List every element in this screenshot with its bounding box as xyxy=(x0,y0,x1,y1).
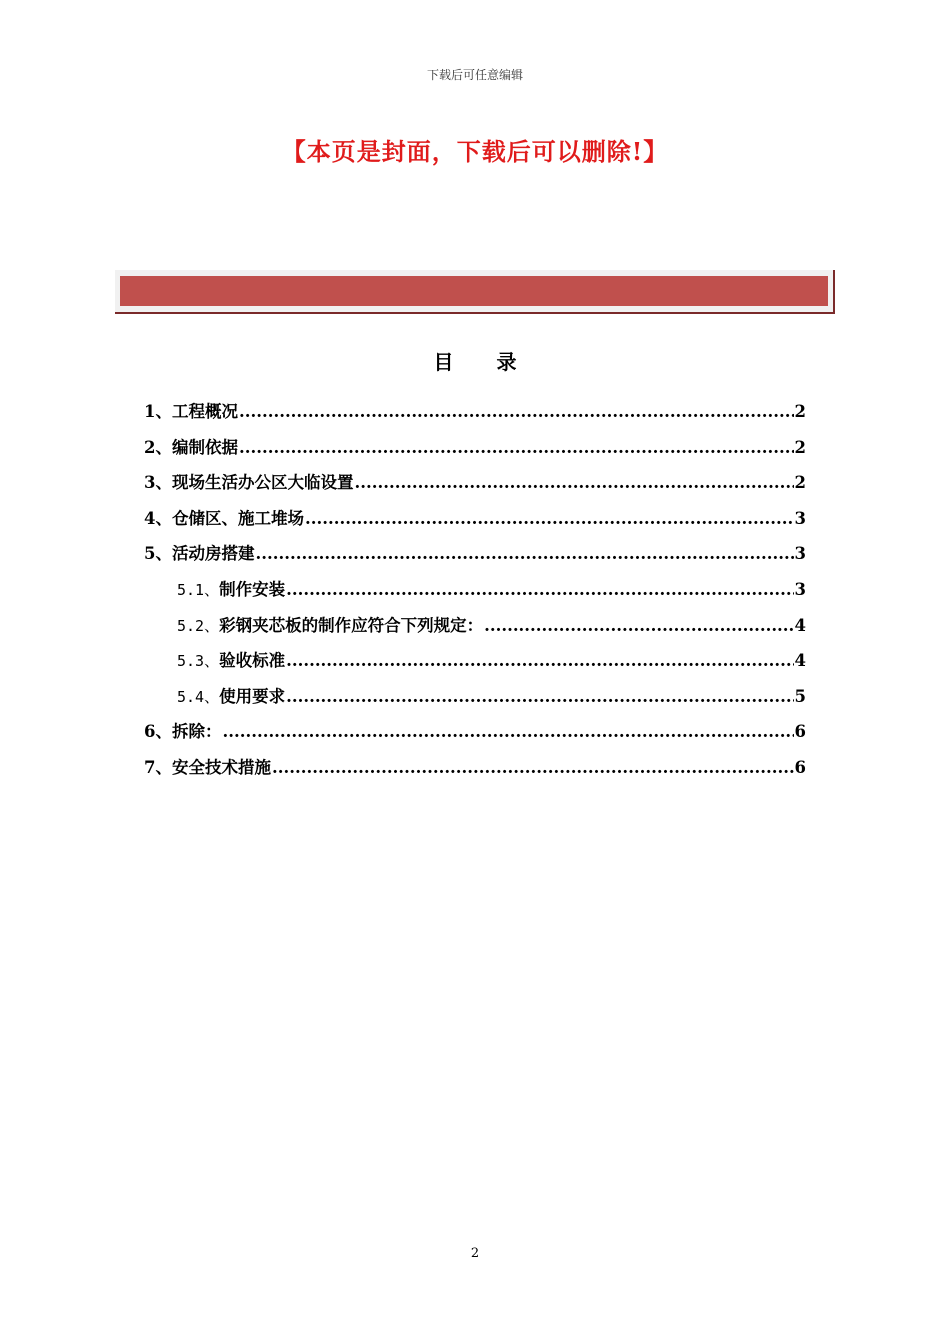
toc-entry-label: 安全技术措施 xyxy=(171,757,271,777)
toc-entry-label: 制作安装 xyxy=(219,579,286,599)
toc-entry-page: 3 xyxy=(794,544,806,564)
toc-entry-label: 工程概况 xyxy=(171,402,238,421)
toc-leader-dots xyxy=(286,651,793,670)
toc-entry-5-4[interactable] xyxy=(144,683,806,719)
toc-entry-page: 3 xyxy=(794,579,806,599)
header-note: 下载后可任意编辑 xyxy=(426,68,523,82)
toc-entry-number: 4、 xyxy=(144,508,172,528)
banner-fill xyxy=(120,276,828,306)
toc-leader-dots xyxy=(222,722,793,741)
toc-leader-dots xyxy=(286,687,793,706)
toc-entry-number: 1、 xyxy=(144,402,172,421)
toc-entry-number: 6、 xyxy=(144,722,172,742)
toc-entry-page: 4 xyxy=(794,651,806,671)
toc-entry-label: 彩钢夹芯板的制作应符合下列规定： xyxy=(219,615,484,635)
toc-entry-label: 编制依据 xyxy=(171,437,238,457)
toc-entry-1[interactable] xyxy=(144,398,806,434)
toc-entry-page: 5 xyxy=(794,686,806,706)
decorative-banner xyxy=(115,270,835,314)
toc-entry-6[interactable] xyxy=(144,718,806,754)
toc-entry-page: 2 xyxy=(794,437,806,457)
toc-entry-7[interactable] xyxy=(144,754,806,790)
toc-entry-2[interactable] xyxy=(144,434,806,470)
toc-entry-page: 4 xyxy=(794,615,806,635)
toc-entry-page: 2 xyxy=(794,402,806,421)
toc-entry-number: 2、 xyxy=(144,437,172,457)
cover-notice: 【本页是封面，下载后可以删除!】 xyxy=(281,137,669,166)
toc-entry-4[interactable] xyxy=(144,505,806,541)
toc-entry-5-1[interactable] xyxy=(144,576,806,612)
toc-entry-page: 6 xyxy=(794,757,806,777)
toc-entry-page: 3 xyxy=(794,508,806,528)
toc-entry-number: 5.4、 xyxy=(177,687,220,706)
toc-entry-number: 5.1、 xyxy=(177,580,220,599)
toc-entry-label: 活动房搭建 xyxy=(171,544,255,564)
toc-leader-dots xyxy=(484,616,793,635)
toc-entry-page: 2 xyxy=(794,473,806,493)
toc-entry-number: 7、 xyxy=(144,757,172,777)
toc-entry-3[interactable] xyxy=(144,469,806,505)
toc-entry-5-3[interactable] xyxy=(144,647,806,683)
toc-entry-number: 5.3、 xyxy=(177,652,220,671)
toc-entry-label: 拆除： xyxy=(171,722,222,742)
toc-entry-label: 现场生活办公区大临设置 xyxy=(171,473,354,493)
table-of-contents xyxy=(144,398,806,790)
toc-leader-dots xyxy=(286,580,793,599)
toc-leader-dots xyxy=(305,509,794,528)
toc-leader-dots xyxy=(255,544,793,563)
toc-entry-number: 5、 xyxy=(144,544,172,564)
toc-entry-number: 3、 xyxy=(144,473,172,493)
toc-entry-5-2[interactable] xyxy=(144,612,806,648)
toc-title: 目 录 xyxy=(433,350,535,374)
toc-entry-label: 验收标准 xyxy=(219,651,286,671)
toc-leader-dots xyxy=(239,402,794,421)
toc-entry-5[interactable] xyxy=(144,540,806,576)
toc-leader-dots xyxy=(272,758,794,777)
page-number: 2 xyxy=(470,1246,480,1261)
toc-entry-number: 5.2、 xyxy=(177,616,220,635)
toc-entry-label: 使用要求 xyxy=(219,686,286,706)
toc-leader-dots xyxy=(354,473,793,492)
toc-leader-dots xyxy=(239,438,794,457)
toc-entry-label: 仓储区、施工堆场 xyxy=(171,508,304,528)
toc-entry-page: 6 xyxy=(794,722,806,742)
